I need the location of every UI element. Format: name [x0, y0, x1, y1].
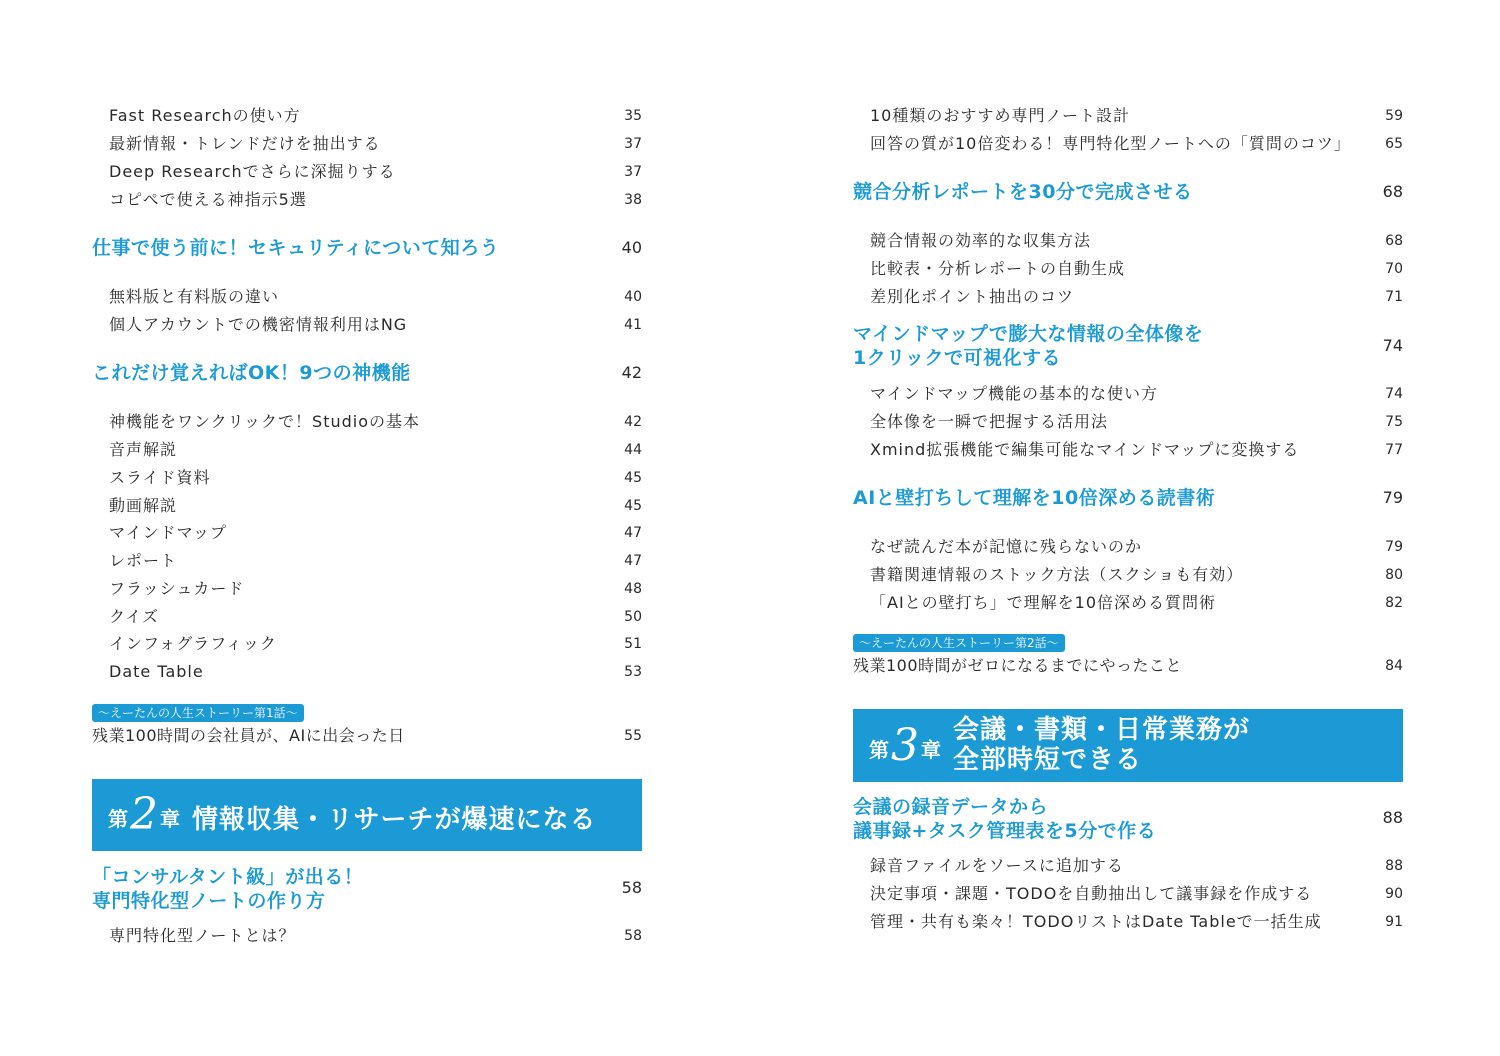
toc-section-page: 74	[1382, 336, 1403, 355]
story-badge: 〜えーたんの人生ストーリー第2話〜	[853, 634, 1065, 652]
toc-item-page: 45	[624, 470, 642, 486]
toc-section-page: 79	[1382, 488, 1403, 507]
toc-item-title: 無料版と有料版の違い	[109, 287, 280, 306]
toc-section-title	[853, 795, 1156, 843]
story-page: 55	[624, 728, 642, 744]
toc-item-page: 35	[624, 108, 642, 124]
toc-item-page: 44	[624, 442, 642, 458]
toc-item-page: 59	[1385, 108, 1403, 124]
toc-item-page: 68	[1385, 233, 1403, 249]
toc-item-title: マインドマップ	[109, 523, 228, 542]
toc-item-title: 全体像を一瞬で把握する活用法	[870, 412, 1109, 431]
chapter-suffix: 章	[921, 738, 941, 762]
toc-item-title: 比較表・分析レポートの自動生成	[870, 259, 1126, 278]
toc-item-page: 71	[1385, 289, 1403, 305]
toc-item-title: 決定事項・課題・TODOを自動抽出して議事録を作成する	[870, 884, 1313, 903]
toc-section-title: 仕事で使う前に！セキュリティについて知ろう	[92, 237, 500, 259]
toc-item-page: 77	[1385, 442, 1403, 458]
toc-item-title: 回答の質が10倍変わる！専門特化型ノートへの「質問のコツ」	[870, 134, 1351, 153]
chapter-title-line: 会議・書類・日常業務が	[953, 715, 1251, 745]
toc-section-page: 42	[621, 363, 642, 382]
toc-item-title: Date Table	[109, 662, 204, 681]
toc-item-page: 48	[624, 581, 642, 597]
toc-item-title: 動画解説	[109, 496, 178, 515]
toc-section-title-line: 「コンサルタント級」が出る！	[92, 866, 364, 888]
story-badge: 〜えーたんの人生ストーリー第1話〜	[92, 704, 304, 722]
chapter-number: 3	[891, 720, 919, 771]
toc-section-title	[853, 322, 1203, 370]
story-title: 残業100時間の会社員が、AIに出会った日	[92, 726, 405, 745]
toc-item-page: 75	[1385, 414, 1403, 430]
toc-item-page: 91	[1385, 914, 1403, 930]
toc-item-title: 音声解説	[109, 440, 178, 459]
toc-section-title-line: 1クリックで可視化する	[853, 347, 1061, 369]
chapter-title	[953, 715, 1250, 775]
toc-section[interactable]	[92, 865, 642, 913]
toc-item-page: 80	[1385, 567, 1403, 583]
toc-item-page: 47	[624, 553, 642, 569]
toc-item-page: 38	[624, 192, 642, 208]
toc-section-title-line: 専門特化型ノートの作り方	[92, 890, 326, 912]
toc-item-title: 神機能をワンクリックで！Studioの基本	[109, 412, 421, 431]
toc-item-title: 差別化ポイント抽出のコツ	[870, 287, 1075, 306]
toc-item-page: 90	[1385, 886, 1403, 902]
toc-item-page: 41	[624, 317, 642, 333]
toc-section-title-line: マインドマップで膨大な情報の全体像を	[853, 323, 1204, 345]
chapter-title: 情報収集・リサーチが爆速になる	[192, 805, 597, 835]
toc-section-page: 58	[621, 878, 642, 897]
chapter-banner[interactable]	[92, 779, 642, 851]
toc-item-title: Deep Researchでさらに深掘りする	[109, 162, 396, 181]
toc-section-title	[92, 865, 363, 913]
toc-item-title: 管理・共有も楽々！TODOリストはDate Tableで一括生成	[870, 912, 1322, 931]
toc-section-page: 40	[621, 238, 642, 257]
toc-section[interactable]	[853, 795, 1403, 843]
toc-item-title: なぜ読んだ本が記憶に残らないのか	[870, 537, 1143, 556]
toc-item-page: 70	[1385, 261, 1403, 277]
toc-item-title: Xmind拡張機能で編集可能なマインドマップに変換する	[870, 440, 1300, 459]
chapter-title-line: 全部時短できる	[953, 745, 1143, 775]
toc-item-page: 42	[624, 414, 642, 430]
toc-item-page: 40	[624, 289, 642, 305]
toc-section-page: 88	[1382, 808, 1403, 827]
toc-item-title: 最新情報・トレンドだけを抽出する	[109, 134, 381, 153]
chapter-prefix: 第	[869, 738, 889, 762]
toc-item-page: 65	[1385, 136, 1403, 152]
toc-item-title: 個人アカウントでの機密情報利用はNG	[109, 315, 408, 334]
toc-section[interactable]	[853, 322, 1403, 370]
toc-item-title: インフォグラフィック	[109, 634, 277, 653]
toc-item-page: 82	[1385, 595, 1403, 611]
toc-item-title: スライド資料	[109, 468, 211, 487]
toc-item-page: 88	[1385, 858, 1403, 874]
toc-item-page: 74	[1385, 386, 1403, 402]
toc-item-title: マインドマップ機能の基本的な使い方	[870, 384, 1159, 403]
toc-item-title: 競合情報の効率的な収集方法	[870, 231, 1092, 250]
toc-item-title: コピペで使える神指示5選	[109, 190, 307, 209]
story-entry[interactable]	[853, 634, 1403, 678]
toc-item-page: 50	[624, 609, 642, 625]
left-page	[92, 0, 642, 1056]
toc-item-page: 53	[624, 664, 642, 680]
story-page: 84	[1385, 658, 1403, 674]
toc-item-page: 58	[624, 928, 642, 944]
toc-section-title: 競合分析レポートを30分で完成させる	[853, 181, 1193, 203]
toc-item-page: 37	[624, 136, 642, 152]
toc-section-page: 68	[1382, 182, 1403, 201]
toc-item-title: Fast Researchの使い方	[109, 106, 301, 125]
chapter-banner[interactable]	[853, 709, 1403, 782]
toc-section-title-line: 議事録+タスク管理表を5分で作る	[853, 820, 1157, 842]
chapter-number: 2	[130, 789, 158, 840]
toc-item-page: 79	[1385, 539, 1403, 555]
toc-item-page: 47	[624, 525, 642, 541]
right-page	[853, 0, 1403, 1056]
chapter-prefix: 第	[108, 807, 128, 831]
toc-item-title: レポート	[109, 551, 178, 570]
story-title: 残業100時間がゼロになるまでにやったこと	[853, 656, 1183, 675]
toc-item-page: 45	[624, 498, 642, 514]
story-entry[interactable]	[92, 704, 642, 748]
toc-item-page: 51	[624, 636, 642, 652]
chapter-suffix: 章	[160, 807, 180, 831]
toc-item-title: 書籍関連情報のストック方法（スクショも有効）	[870, 565, 1244, 584]
toc-item-title: フラッシュカード	[109, 579, 245, 598]
toc-item-title: クイズ	[109, 607, 160, 626]
toc-item-title: 専門特化型ノートとは？	[109, 926, 296, 945]
toc-item-page: 37	[624, 164, 642, 180]
toc-section-title-line: 会議の録音データから	[853, 796, 1049, 818]
toc-item-title: 「AIとの壁打ち」で理解を10倍深める質問術	[870, 593, 1217, 612]
toc-section-title: AIと壁打ちして理解を10倍深める読書術	[853, 487, 1216, 509]
toc-section-title: これだけ覚えればOK！9つの神機能	[92, 362, 411, 384]
toc-item-title: 10種類のおすすめ専門ノート設計	[870, 106, 1131, 125]
toc-item-title: 録音ファイルをソースに追加する	[870, 856, 1124, 875]
